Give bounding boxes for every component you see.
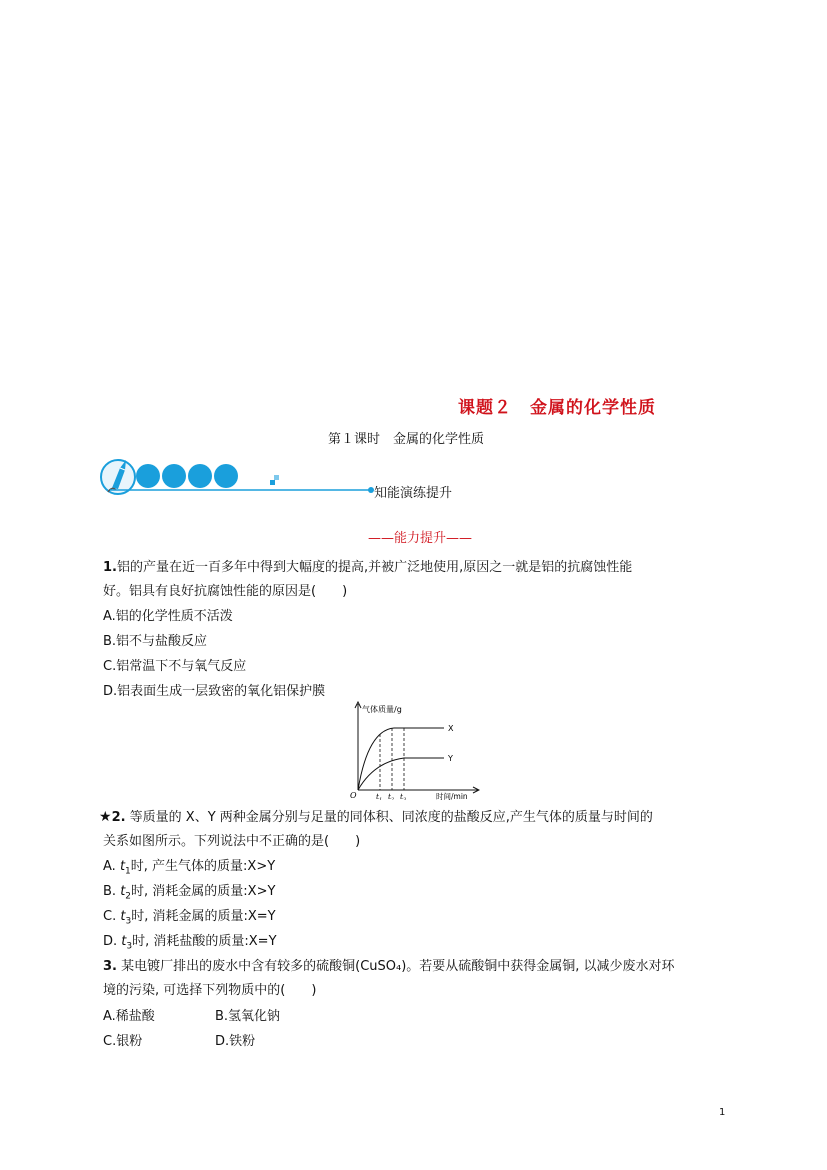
q1-option-a: A.铝的化学性质不活泼 <box>103 609 233 624</box>
banner-dot <box>162 464 186 488</box>
lesson-title: 课题２ 金属的化学性质 <box>458 398 656 418</box>
q2-option-d: D. $t_3$时, 消耗盐酸的质量:X=Y <box>103 934 277 952</box>
q3-stem-line1: 3. 某电镀厂排出的废水中含有较多的硫酸铜(CuSO₄)。若要从硫酸铜中获得金属铜, 以减少废水对环 <box>103 959 675 974</box>
lesson-subtitle: 第１课时 金属的化学性质 <box>328 432 485 447</box>
graph-curve-x <box>358 728 444 790</box>
graph-tick-t2: $t_2$ <box>388 792 395 800</box>
section-label: ——能力提升—— <box>368 531 473 546</box>
q3-option-c: C.银粉 <box>103 1034 143 1049</box>
graph-tick-t1: $t_1$ <box>376 792 383 800</box>
q2-graph <box>340 700 480 800</box>
q3-options-row1 <box>103 1005 280 1024</box>
banner-square <box>270 480 275 485</box>
q1-option-c: C.铝常温下不与氧气反应 <box>103 659 247 674</box>
banner-square <box>274 475 279 480</box>
graph-tick-t3: $t_3$ <box>400 792 407 800</box>
star-icon: ★ <box>99 809 112 825</box>
q3-option-d: D.铁粉 <box>215 1034 256 1049</box>
q2-option-a: A. $t_1$时, 产生气体的质量:X>Y <box>103 859 276 877</box>
graph-origin: O <box>350 791 357 800</box>
q3-options-row2 <box>103 1030 255 1049</box>
q1-stem-line1: 1.铝的产量在近一百多年中得到大幅度的提高,并被广泛地使用,原因之一就是铝的抗腐蚀性能 <box>103 560 633 575</box>
banner-label: 知能演练提升 <box>374 486 453 501</box>
q2-option-c: C. $t_3$时, 消耗金属的质量:X=Y <box>103 909 276 927</box>
q1-option-d: D.铝表面生成一层致密的氧化铝保护膜 <box>103 684 326 699</box>
q3-option-a: A.稀盐酸 <box>103 1009 155 1024</box>
page-number: 1 <box>719 1107 726 1118</box>
q3-stem-line2: 境的污染, 可选择下列物质中的( ) <box>103 983 317 998</box>
q3-option-b: B.氢氧化钠 <box>215 1009 281 1024</box>
q1-option-b: B.铝不与盐酸反应 <box>103 634 208 649</box>
q2-number: 2. <box>111 810 126 825</box>
graph-series-y: Y <box>448 754 453 763</box>
pen-icon <box>101 460 135 494</box>
q2-option-b: B. $t_2$时, 消耗金属的质量:X>Y <box>103 884 276 902</box>
q3-number: 3. <box>103 959 117 974</box>
q1-stem-line2: 好。铝具有良好抗腐蚀性能的原因是( ) <box>103 584 348 599</box>
graph-curve-y <box>358 758 444 790</box>
q2-stem-line2: 关系如图所示。下列说法中不正确的是( ) <box>103 834 361 849</box>
graph-xlabel: 时间/min <box>436 792 468 800</box>
banner-dot <box>214 464 238 488</box>
banner-dot <box>188 464 212 488</box>
graph-ylabel: 气体质量/g <box>362 705 402 714</box>
q1-number: 1. <box>103 560 117 575</box>
banner-dot <box>136 464 160 488</box>
graph-series-x: X <box>448 724 454 733</box>
q2-stem-line1: ★2. 等质量的 X、Y 两种金属分别与足量的同体积、同浓度的盐酸反应,产生气体的质量与时间的 <box>99 809 653 825</box>
